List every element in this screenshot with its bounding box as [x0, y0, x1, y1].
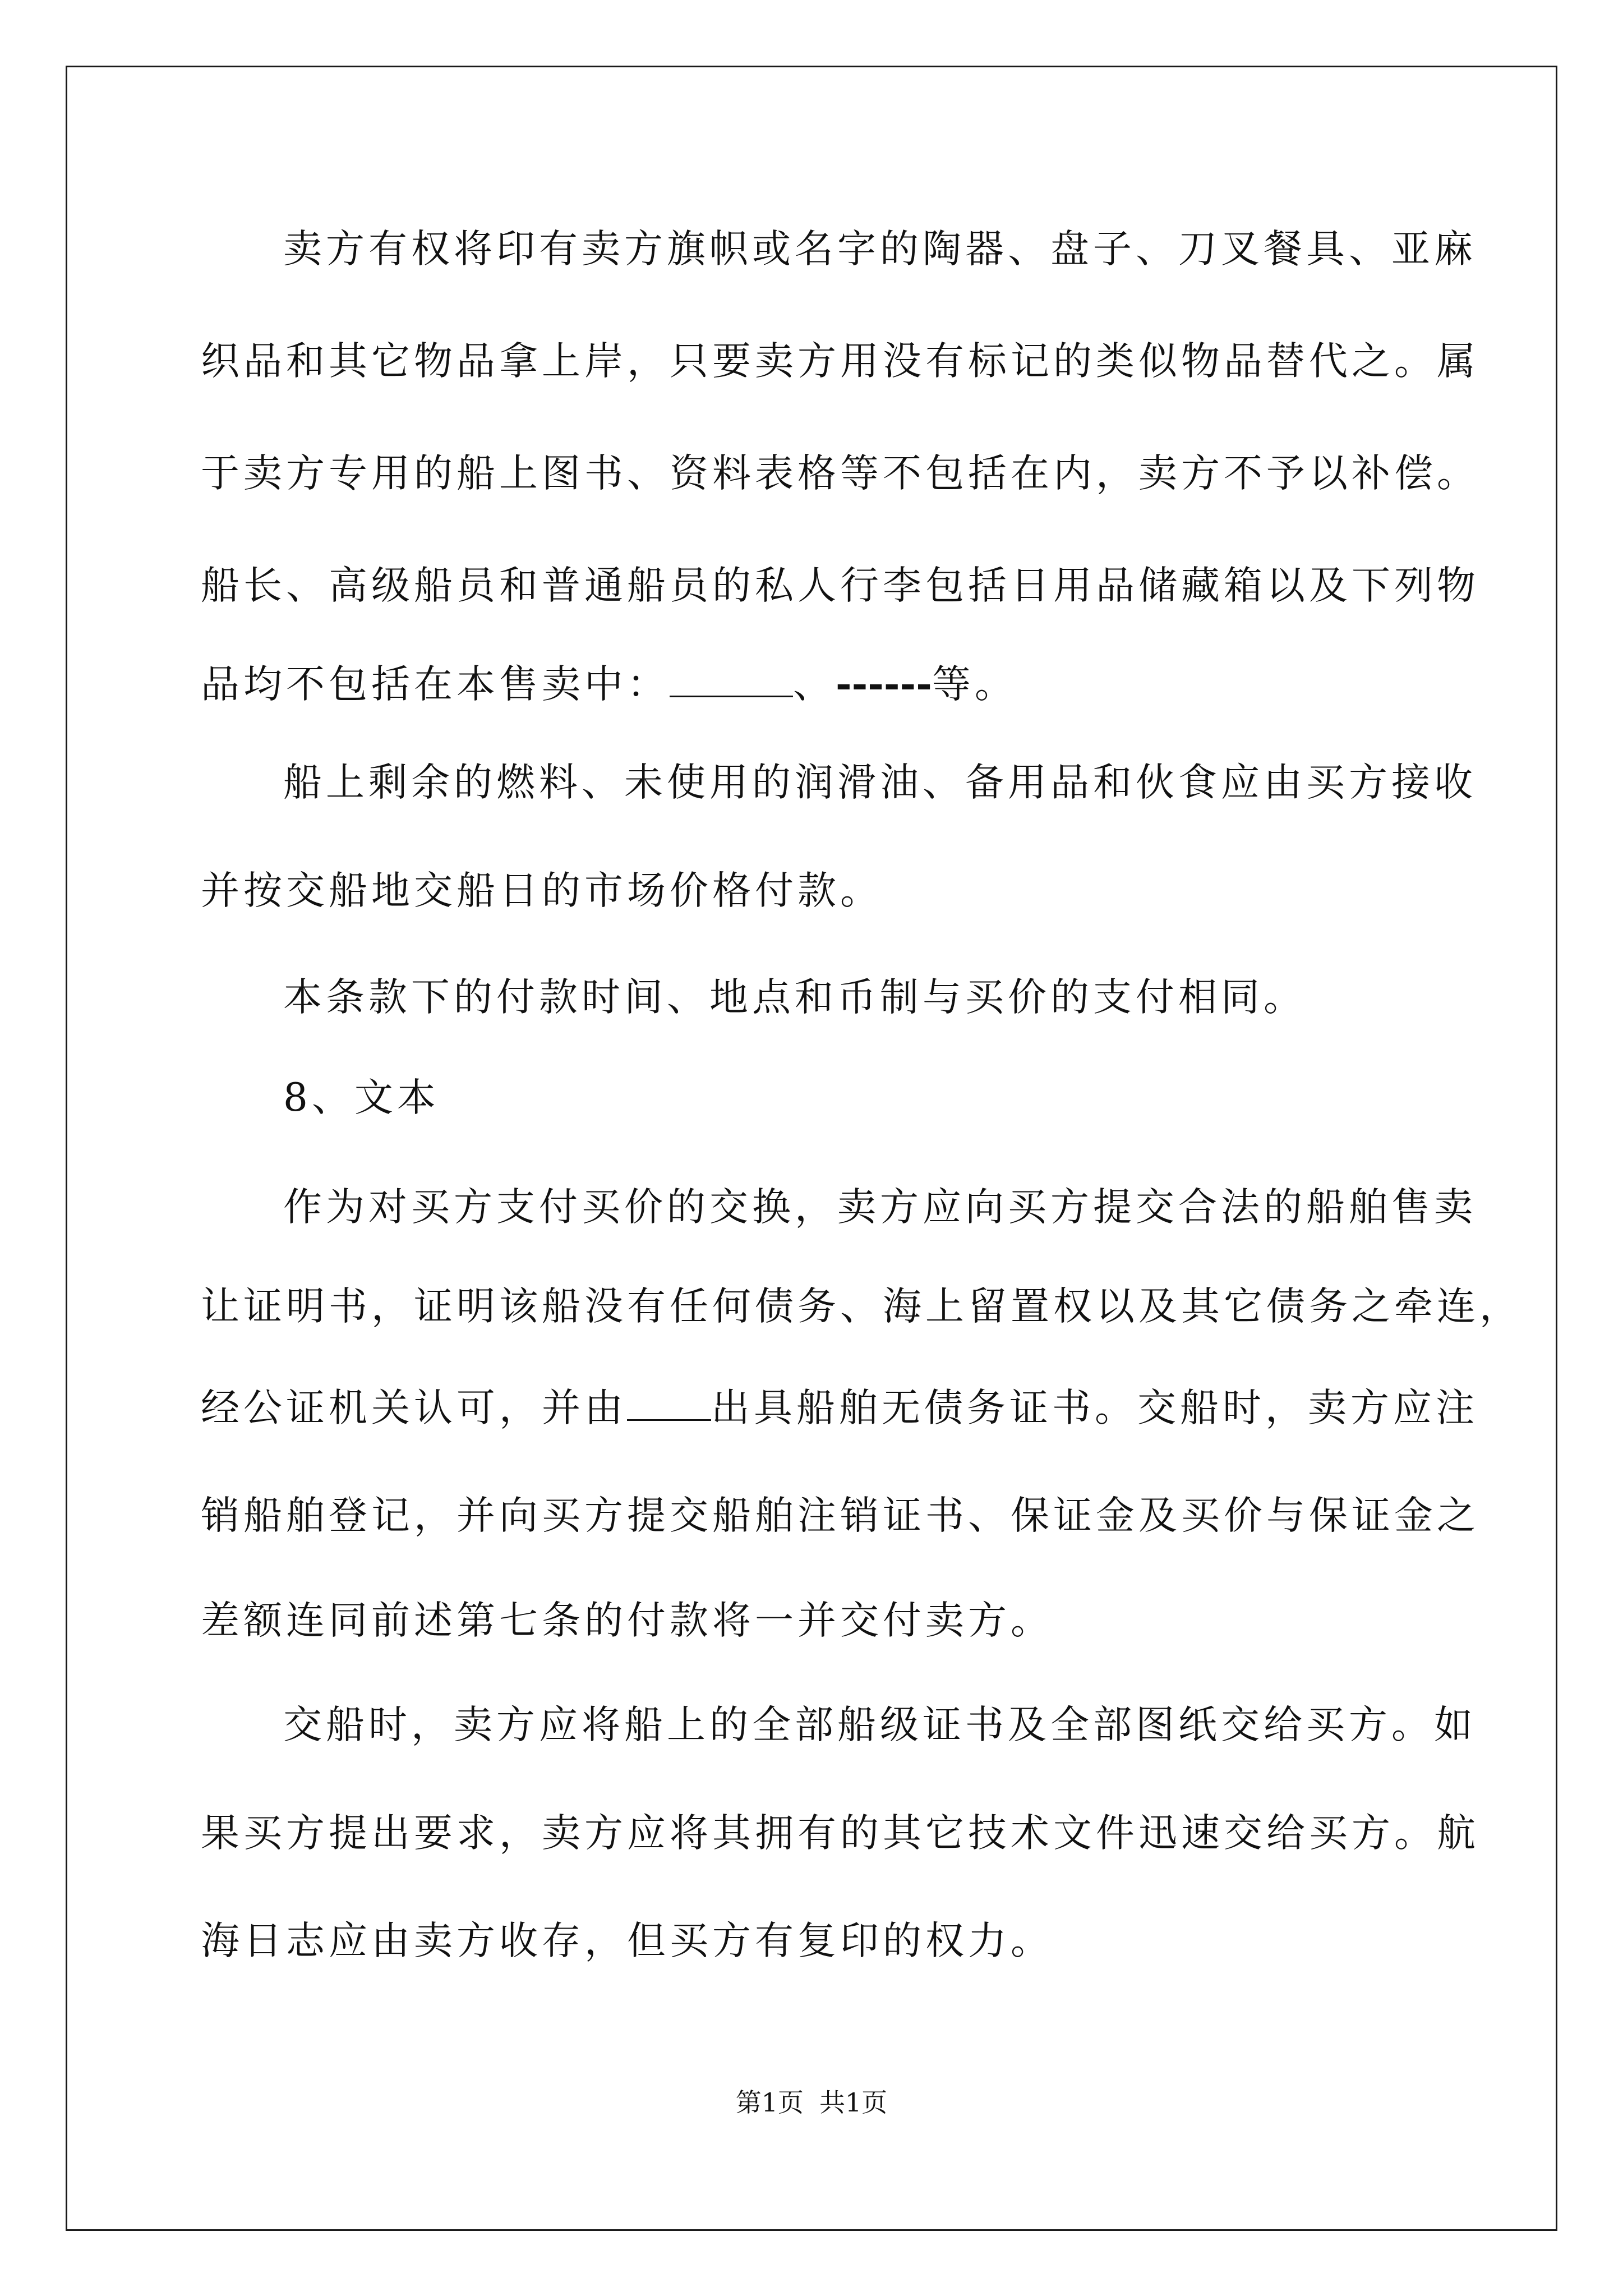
text-line: 织品和其它物品拿上岸，只要卖方用没有标记的类似物品替代之。属 — [201, 339, 1479, 384]
text-line: 作为对买方支付买价的交换，卖方应向买方提交合法的船舶售卖 — [283, 1185, 1477, 1230]
fill-in-blank — [670, 662, 793, 697]
text-line: 差额连同前述第七条的付款将一并交付卖方。 — [201, 1598, 1053, 1643]
page-footer — [0, 2087, 1623, 2118]
fill-in-blank — [627, 1386, 711, 1421]
text-line: 船上剩余的燃料、未使用的润滑油、备用品和伙食应由买方接收 — [283, 760, 1477, 805]
page-number: 第1页 — [735, 2087, 804, 2118]
text-line: 卖方有权将印有卖方旗帜或名字的陶器、盘子、刀叉餐具、亚麻 — [283, 227, 1477, 272]
text-line: 让证明书，证明该船没有任何债务、海上留置权以及其它债务之牵连， — [201, 1284, 1522, 1329]
text-segment: 品均不包括在本售卖中： — [201, 662, 670, 707]
page-border — [66, 66, 1557, 2231]
text-line: 海日志应由卖方收存，但买方有复印的权力。 — [201, 1918, 1053, 1963]
text-line: 销船舶登记，并向买方提交船舶注销证书、保证金及买价与保证金之 — [201, 1493, 1479, 1538]
text-line-with-blanks — [201, 662, 1017, 707]
text-line: 交船时，卖方应将船上的全部船级证书及全部图纸交给买方。如 — [283, 1703, 1477, 1747]
text-line: 船长、高级船员和普通船员的私人行李包括日用品储藏箱以及下列物 — [201, 563, 1479, 608]
text-line: 于卖方专用的船上图书、资料表格等不包括在内，卖方不予以补偿。 — [201, 451, 1479, 496]
page-total: 共1页 — [819, 2087, 888, 2118]
text-line: 本条款下的付款时间、地点和币制与买价的支付相同。 — [283, 975, 1306, 1020]
text-line: 果买方提出要求，卖方应将其拥有的其它技术文件迅速交给买方。航 — [201, 1811, 1479, 1856]
text-segment: 出具船舶无债务证书。交船时，卖方应注 — [711, 1386, 1478, 1430]
dash-placeholder: ------ — [836, 661, 932, 707]
text-line-with-blanks — [201, 1386, 1478, 1430]
text-line: 并按交船地交船日的市场价格付款。 — [201, 868, 883, 913]
text-segment: 、 — [793, 662, 836, 707]
section-heading: 8、文本 — [283, 1075, 440, 1120]
text-segment: 等。 — [932, 662, 1017, 707]
text-segment: 经公证机关认可，并由 — [201, 1386, 627, 1430]
